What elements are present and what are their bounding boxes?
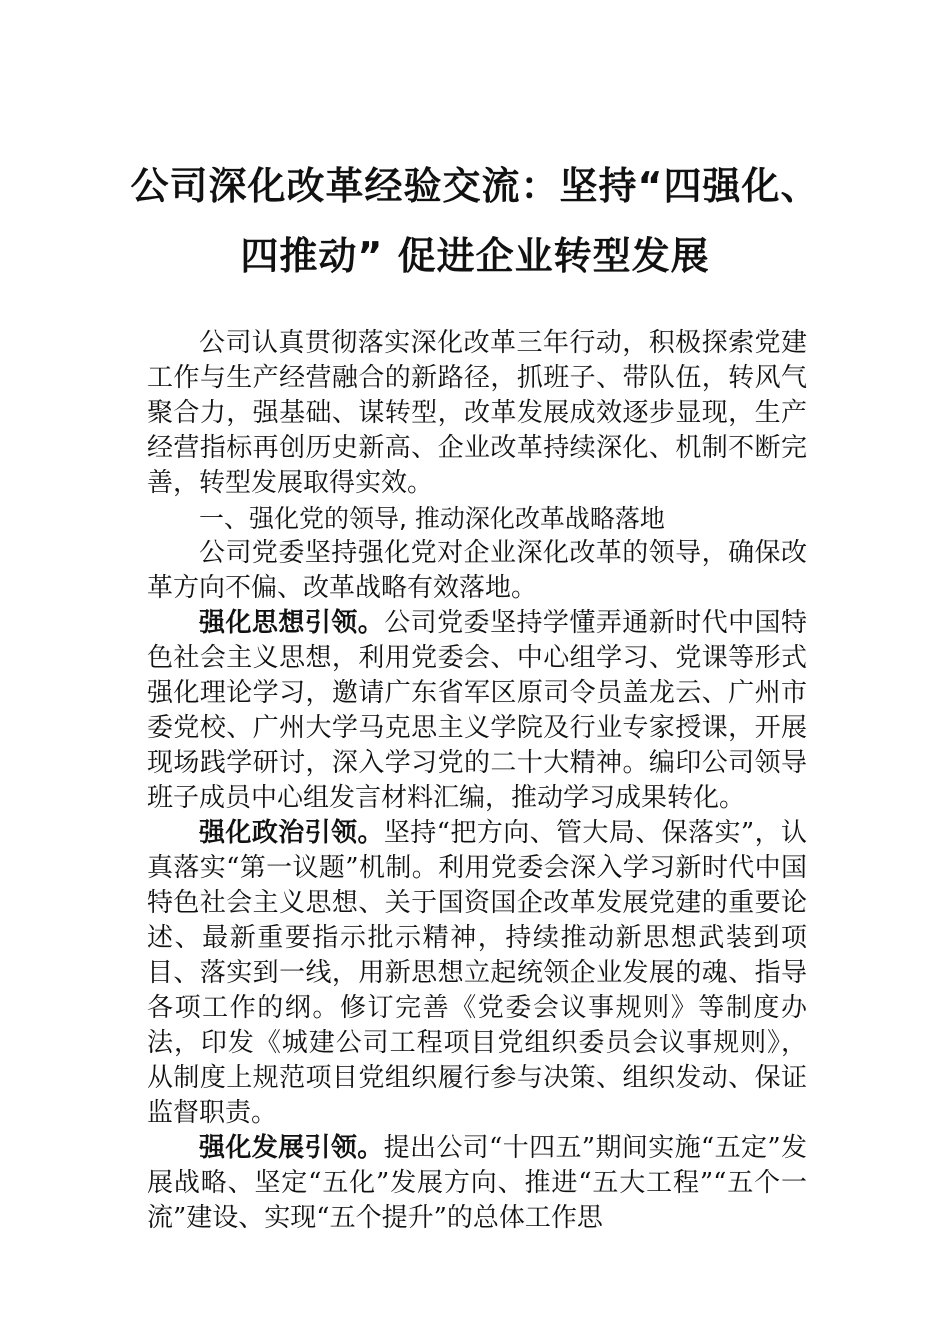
- political-guidance-paragraph: [147, 816, 807, 1131]
- document-title-line-2: 四推动” 促进企业转型发展: [240, 234, 710, 278]
- section-heading-text: 一、强化党的领导, 推动深化改革战略落地: [199, 504, 665, 533]
- thought-guidance-paragraph: [147, 606, 807, 816]
- section-heading: [147, 501, 807, 536]
- paragraph-text: 坚持“把方向、管大局、保落实”，认真落实“第一议题”机制。利用党委会深入学习新时代中国特色社会主义思想、关于国资国企改革发展党建的重要论述、最新重要指示批示精神，持续推动新思想武装到项目、落实到一线，用新思想立起统领企业发展的魂、指导各项工作的纲。修订完善《党委会议事规则》等制度办法，印发《城建公司工程项目党组织委员会议事规则》，从制度上规范项目党组织履行参与决策、组织发动、保证监督职责。: [147, 818, 807, 1128]
- development-guidance-paragraph: [147, 1131, 807, 1236]
- paragraph-lead: 强化发展引领。: [199, 1133, 384, 1163]
- document-title-line-1: 公司深化改革经验交流：坚持“四强化、: [130, 164, 820, 208]
- paragraph-text: 公司党委坚持强化党对企业深化改革的领导，确保改革方向不偏、改革战略有效落地。: [147, 538, 807, 603]
- paragraph-text: 公司党委坚持学懂弄通新时代中国特色社会主义思想，利用党委会、中心组学习、党课等形式强化理论学习，邀请广东省军区原司令员盖龙云、广州市委党校、广州大学马克思主义学院及行业专家授课，开展现场践学研讨，深入学习党的二十大精神。编印公司领导班子成员中心组发言材料汇编，推动学习成果转化。: [147, 608, 807, 813]
- intro-paragraph: [147, 326, 807, 501]
- document-body: [147, 326, 807, 1236]
- paragraph-text: 公司认真贯彻落实深化改革三年行动，积极探索党建工作与生产经营融合的新路径，抓班子、带队伍，转风气聚合力，强基础、谋转型，改革发展成效逐步显现，生产经营指标再创历史新高、企业改革持续深化、机制不断完善，转型发展取得实效。: [147, 328, 807, 498]
- paragraph-lead: 强化政治引领。: [199, 818, 384, 848]
- paragraph-lead: 强化思想引领。: [199, 608, 385, 638]
- section-intro-paragraph: [147, 536, 807, 606]
- paragraph-text: 提出公司“十四五”期间实施“五定”发展战略、坚定“五化”发展方向、推进“五大工程”“五个一流”建设、实现“五个提升”的总体工作思: [147, 1133, 807, 1233]
